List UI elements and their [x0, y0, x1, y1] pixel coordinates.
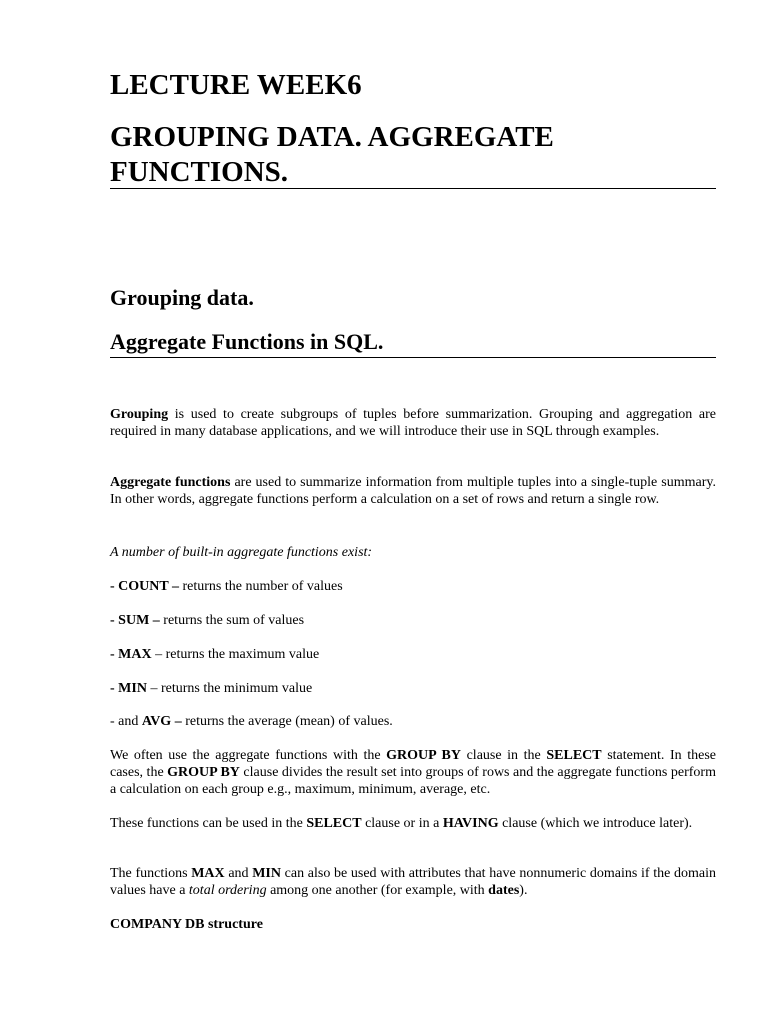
grouping-text: is used to create subgroups of tuples before summarization. Grouping and aggregation are required in many database applications, and we will introduce their use in SQL through examples. [110, 407, 716, 439]
lecture-label: LECTURE WEEK6 [110, 69, 362, 101]
function-item-sum: - SUM – returns the sum of values [110, 613, 305, 628]
groupby-paragraph: We often use the aggregate functions with the GROUP BY clause in the SELECT statement. In these cases, the GROUP BY clause divides the result set into groups of rows and the aggregate functions perform a calculation on each group e.g., maximum, minimum, average, etc. [110, 748, 716, 797]
section-heading-grouping: Grouping data. [110, 285, 254, 310]
function-item-count: - COUNT – returns the number of values [110, 579, 343, 594]
aggregate-term: Aggregate functions [110, 475, 231, 490]
function-item-max: - MAX – returns the maximum value [110, 647, 320, 662]
builtin-intro: A number of built-in aggregate functions exist: [110, 545, 373, 560]
section-heading-aggregate: Aggregate Functions in SQL. [110, 329, 384, 354]
grouping-term: Grouping [110, 407, 169, 422]
section-divider [110, 357, 716, 358]
maxmin-paragraph: The functions MAX and MIN can also be used with attributes that have nonnumeric domains if the domain values have a total ordering among one another (for example, with dates). [110, 866, 716, 898]
function-item-avg: - and AVG – returns the average (mean) of values. [110, 714, 393, 729]
select-paragraph: These functions can be used in the SELECT clause or in a HAVING clause (which we introduce later). [110, 816, 693, 831]
aggregate-paragraph [110, 474, 716, 508]
aggregate-text: are used to summarize information from multiple tuples into a single-tuple summary. In other words, aggregate functions perform a calculation on a set of rows and return a single row. [110, 475, 716, 507]
grouping-paragraph [110, 406, 716, 440]
title-divider [110, 188, 716, 189]
page-title: GROUPING DATA. AGGREGATE FUNCTIONS. [110, 121, 554, 188]
company-db-heading: COMPANY DB structure [110, 917, 263, 932]
function-item-min: - MIN – returns the minimum value [110, 681, 313, 696]
